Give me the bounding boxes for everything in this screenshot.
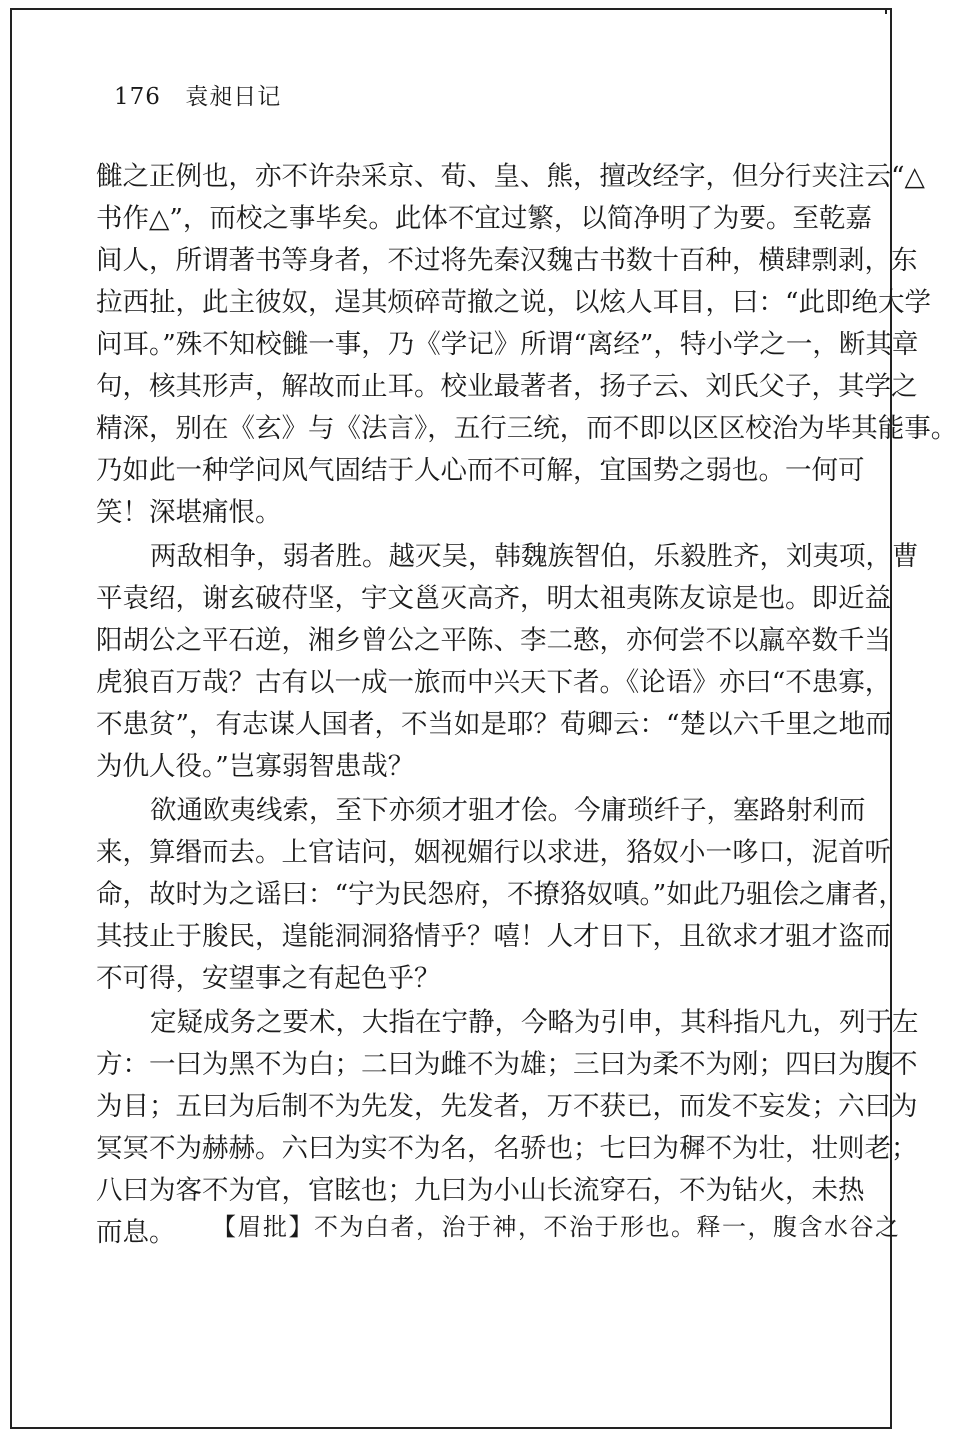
- text-line: 不可得，安望事之有起色乎？: [96, 963, 441, 994]
- text-line: 间人，所谓著书等身者，不过将先秦汉魏古书数十百种，横肆剽剥，东: [96, 245, 918, 276]
- text-line: 欲通欧夷线索，至下亦须才驵才侩。今庸琐纤子，塞路射利而: [150, 795, 866, 826]
- text-line: 句，核其形声，解故而止耳。校业最著者，扬子云、刘氏父子，其学之: [96, 371, 918, 402]
- body-text: [96, 156, 957, 1254]
- text-line: 精深，别在《玄》与《法言》，五行三统，而不即以区区校治为毕其能事。: [96, 413, 957, 444]
- text-line: 虎狼百万哉？古有以一成一旅而中兴天下者。《论语》亦曰“不患寡，: [96, 667, 892, 698]
- book-title: 袁昶日记: [185, 84, 282, 110]
- page-number: 176: [114, 84, 161, 110]
- text-line: 而息。: [96, 1217, 176, 1248]
- text-line: 为目；五曰为后制不为先发，先发者，万不获已，而发不妄发；六曰为: [96, 1091, 918, 1122]
- running-head: [114, 78, 281, 111]
- text-line: 两敌相争，弱者胜。越灭吴，韩魏族智伯，乐毅胜齐，刘夷项，曹: [150, 541, 919, 572]
- text-line: 阳胡公之平石逆，湘乡曾公之平陈、李二憨，亦何尝不以羸卒数千当: [96, 625, 891, 656]
- text-line: 平袁绍，谢玄破苻坚，宇文邕灭高齐，明太祖夷陈友谅是也。即近益: [96, 583, 891, 614]
- text-line: 问耳。”殊不知校雠一事，乃《学记》所谓“离经”，特小学之一，断其章: [96, 329, 919, 360]
- text-line: 不患贫”，有志谋人国者，不当如是耶？荀卿云：“楚以六千里之地而: [96, 709, 892, 740]
- corner-mark: [885, 8, 893, 14]
- text-line: 笑！深堪痛恨。: [96, 497, 282, 528]
- text-line: 冥冥不为赫赫。六曰为实不为名，名骄也；七曰为穉不为壮，壮则老；: [96, 1133, 918, 1164]
- text-line: 方：一曰为黑不为白；二曰为雌不为雄；三曰为柔不为刚；四曰为腹不: [96, 1049, 918, 1080]
- text-line: 命，故时为之谣曰：“宁为民怨府，不撩狢奴嗔。”如此乃驵侩之庸者，: [96, 879, 905, 910]
- text-line: 书作△”，而校之事毕矣。此体不宜过繁，以简净明了为要。至乾嘉: [96, 203, 872, 234]
- text-line: 乃如此一种学问风气固结于人心而不可解，宜国势之弱也。一何可: [96, 455, 865, 486]
- text-line: 为仇人役。”岂寡弱智患哉？: [96, 751, 415, 782]
- text-line: 八曰为客不为官，官眩也；九曰为小山长流穿石，不为钻火，未热: [96, 1175, 865, 1206]
- text-line: 其技止于朘民，遑能洞洞狢情乎？嘻！人才日下，且欲求才驵才盗而: [96, 921, 891, 952]
- text-line: 拉西扯，此主彼奴，逞其烦碎苛撤之说，以炫人耳目，曰：“此即绝大学: [96, 287, 932, 318]
- text-line: 雠之正例也，亦不许杂采京、荀、皇、熊，擅改经字，但分行夹注云“△: [96, 161, 925, 192]
- text-line: 定疑成务之要术，大指在宁静，今略为引申，其科指凡九，列于左: [150, 1007, 919, 1038]
- marginal-annotation: 【眉批】不为白者，治于神，不治于形也。释一，腹含水谷之: [212, 1213, 901, 1241]
- text-line: 来，算缗而去。上官诘问，姻视媚行以求进，狢奴小一哆口，泥首听: [96, 837, 891, 868]
